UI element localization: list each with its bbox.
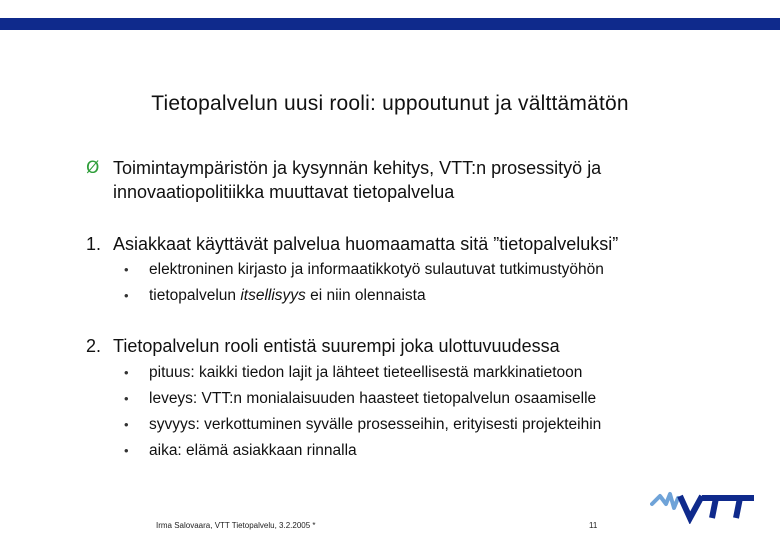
arrow-point-line2: innovaatiopolitiikka muuttavat tietopalvelua bbox=[113, 182, 455, 202]
item2-bullet-1: pituus: kaikki tiedon lajit ja lähteet tieteellisestä markkinatietoon bbox=[149, 364, 583, 381]
item2-bullet-3: syvyys: verkottuminen syvälle prosesseihin, erityisesti projekteihin bbox=[149, 416, 602, 433]
bullet-icon: • bbox=[124, 262, 129, 277]
item1-bullet-2-after: ei niin olennaista bbox=[305, 287, 426, 304]
footer-page-number: 11 bbox=[589, 521, 598, 530]
slide-title: Tietopalvelun uusi rooli: uppoutunut ja välttämätön bbox=[151, 92, 629, 115]
item1-bullet-2 bbox=[149, 285, 426, 307]
vtt-logo bbox=[650, 484, 760, 524]
item1-bullet-1: elektroninen kirjasto ja informaatikkotyö sulautuvat tutkimustyöhön bbox=[149, 261, 604, 278]
item2-bullet-2: leveys: VTT:n monialaisuuden haasteet tietopalvelun osaamiselle bbox=[149, 390, 597, 407]
bullet-icon: • bbox=[124, 417, 129, 432]
arrow-bullet-icon: Ø bbox=[86, 158, 100, 178]
item1-bullet-2-emphasis: itsellisyys bbox=[240, 287, 306, 304]
bullet-icon: • bbox=[124, 288, 129, 303]
item1-number: 1. bbox=[86, 234, 102, 254]
bullet-icon: • bbox=[124, 443, 129, 458]
bullet-icon: • bbox=[124, 391, 129, 406]
header-bar bbox=[0, 18, 780, 30]
item2-number: 2. bbox=[86, 336, 102, 356]
arrow-point-line1: Toimintaympäristön ja kysynnän kehitys, VTT:n prosessityö ja bbox=[113, 158, 602, 178]
item1-text: Asiakkaat käyttävät palvelua huomaamatta sitä ”tietopalveluksi” bbox=[113, 234, 619, 254]
footer-author: Irma Salovaara, VTT Tietopalvelu, 3.2.2005 * bbox=[156, 521, 316, 530]
item2-text: Tietopalvelun rooli entistä suurempi joka ulottuvuudessa bbox=[113, 336, 560, 356]
item2-bullet-4: aika: elämä asiakkaan rinnalla bbox=[149, 442, 357, 459]
bullet-icon: • bbox=[124, 365, 129, 380]
item1-bullet-2-before: tietopalvelun bbox=[149, 287, 241, 304]
